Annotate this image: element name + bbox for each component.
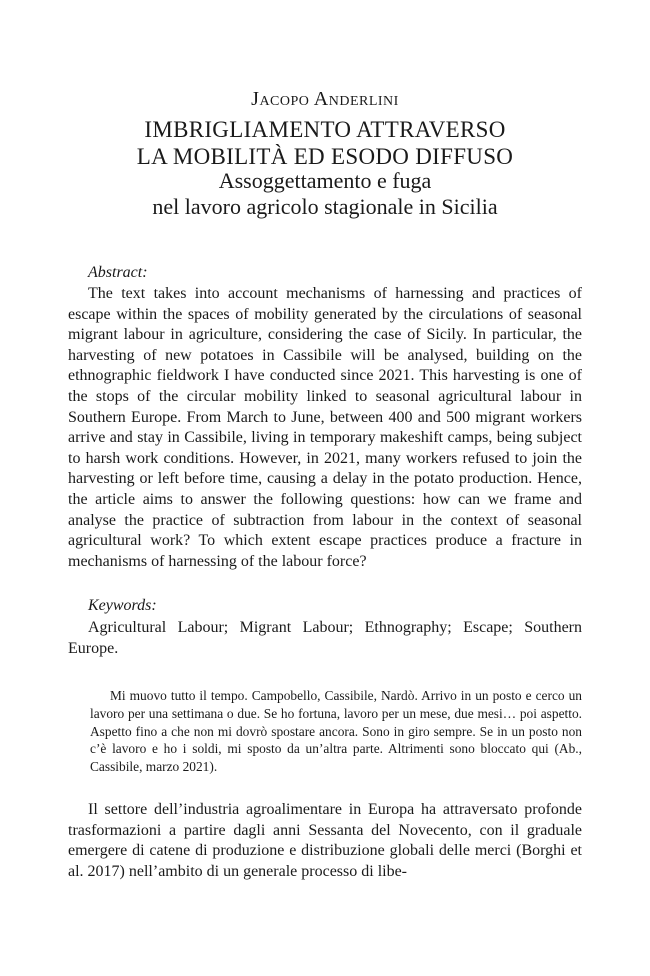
- block-quote: Mi muovo tutto il tempo. Campobello, Cassibile, Nardò. Arrivo in un posto e cerco un lavoro per una settimana o due. Se ho fortuna, lavoro per un mese, due mesi… poi aspetto. Aspetto fino a che non mi dovrò spostare ancora. Sono in giro sempre. Se in un posto non c’è lavoro e ho i soldi, mi sposto da un’altra parte. Altrimenti sono bloccato qui (Ab., Cassibile, marzo 2021).: [90, 688, 582, 775]
- author-name: Jacopo Anderlini: [251, 88, 399, 110]
- article-title: [68, 116, 582, 170]
- abstract-text: The text takes into account mechanisms of harnessing and practices of escape within the spaces of mobility generated by the circulations of seasonal migrant labour in agriculture, considering the case of Sicily. In particular, the harvesting of new potatoes in Cassibile will be analysed, building on the ethnographic fieldwork I have conducted since 2021. This harvesting is one of the stops of the circular mobility linked to seasonal agricultural labour in Southern Europe. From March to June, between 400 and 500 migrant workers arrive and stay in Cassibile, living in temporary makeshift camps, being subject to harsh work conditions. However, in 2021, many workers refused to join the harvesting or left before time, causing a delay in the potato production. Hence, the article aims to answer the following questions: how can we frame and analyse the practice of subtraction from labour in the context of seasonal agricultural work? To which extent escape practices produce a fracture in mechanisms of harnessing of the labour force?: [68, 285, 582, 570]
- abstract-heading: Abstract:: [88, 264, 148, 281]
- body-paragraph: Il settore dell’industria agroalimentare in Europa ha attraversato profonde trasformazioni a partire dagli anni Sessanta del Novecento, con il graduale emergere di catene di produzione e distribuzione globali delle merci (Borghi et al. 2017) nell’ambito di un generale processo di libe-: [68, 801, 582, 880]
- article-subtitle: [68, 168, 582, 220]
- title-line-1: IMBRIGLIAMENTO ATTRAVERSO: [144, 117, 506, 142]
- subtitle-line-2: nel lavoro agricolo stagionale in Sicilia: [152, 194, 498, 219]
- title-line-2: LA MOBILITÀ ED ESODO DIFFUSO: [136, 144, 514, 169]
- subtitle-line-1: Assoggettamento e fuga: [218, 168, 432, 193]
- keywords-heading: Keywords:: [88, 597, 157, 614]
- keywords-text: Agricultural Labour; Migrant Labour; Ethnography; Escape; Southern Europe.: [68, 619, 582, 657]
